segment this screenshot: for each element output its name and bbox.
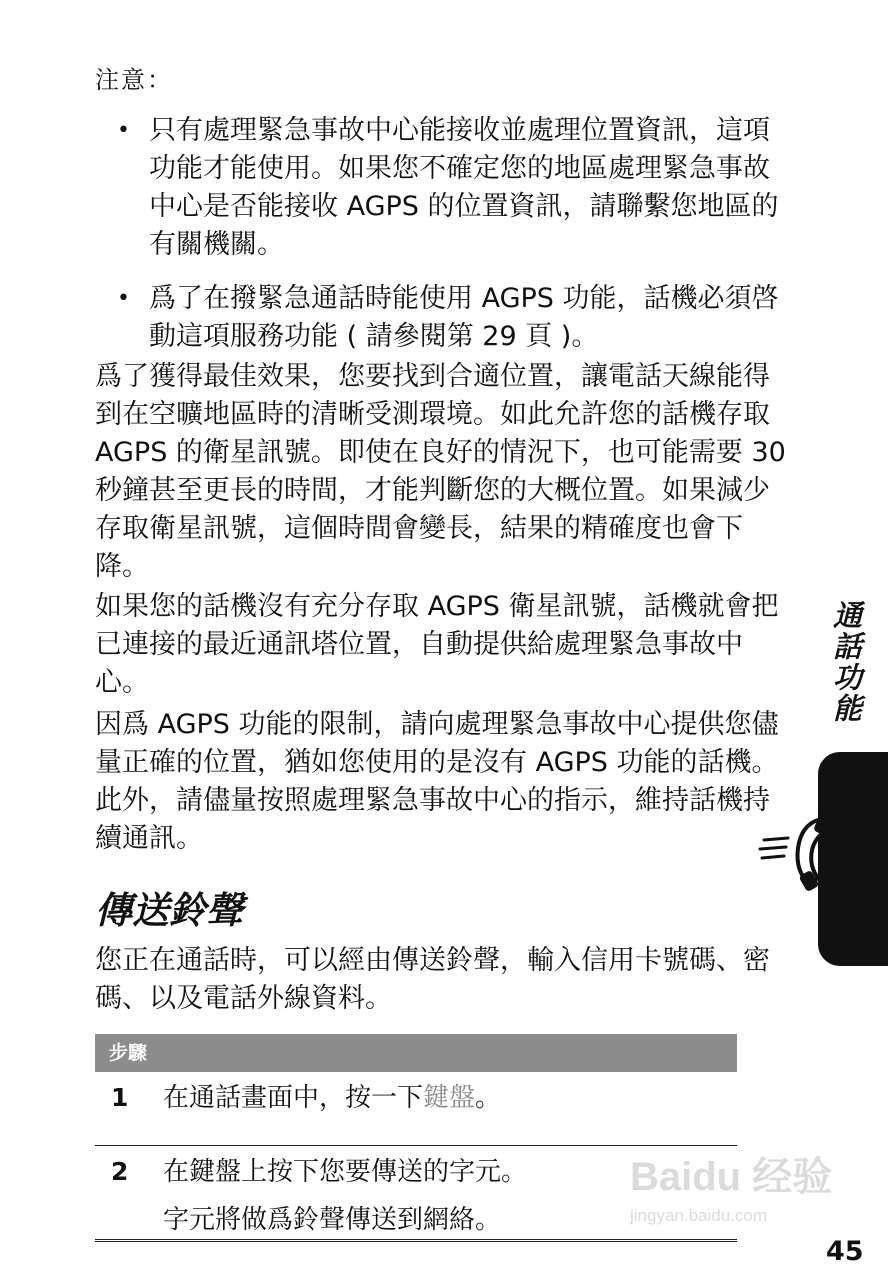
step-instruction: 在鍵盤上按下您要傳送的字元。 (163, 1157, 528, 1187)
bullet-dot: • (117, 118, 130, 143)
keypad-key-label: 鍵盤 (423, 1083, 476, 1113)
paragraph-best-results: 爲了獲得最佳效果，您要找到合適位置，讓電話天線能得到在空曠地區時的清晰受測環境。如此允許您的話機存取 AGPS 的衛星訊號。即使在良好的情況下，也可能需要 30 秒鐘甚至更長的時間，才能判斷您的大概位置。如果減少存取衛星訊號，這個時間會變長，結果的精確度也會下降。 (95, 361, 786, 582)
bullet-text: 爲了在撥緊急通話時能使用 AGPS 功能，話機必須啓動這項服務功能 ( 請參閱第 29 頁 )。 (149, 283, 779, 352)
watermark-logo: Baidu 经验 (630, 1155, 833, 1199)
step-row (95, 1072, 737, 1146)
watermark-url: jingyan.baidu.com (630, 1206, 768, 1225)
step-number: 2 (111, 1157, 129, 1186)
note-bullets (95, 112, 795, 372)
note-title: 注意： (95, 66, 173, 94)
step-number: 1 (111, 1083, 129, 1112)
paragraph-satellite-fallback: 如果您的話機沒有充分存取 AGPS 衛星訊號，話機就會把已連接的最近通訊塔位置，自動提供給處理緊急事故中心。 (95, 591, 779, 698)
bullet-dot: • (117, 286, 130, 311)
step-text-before: 在通話畫面中，按一下 (163, 1083, 424, 1113)
step-text (163, 1079, 501, 1145)
baidu-watermark (630, 1145, 832, 1226)
side-section-label: 通話功能 (829, 600, 863, 724)
step-text (163, 1153, 527, 1239)
section-intro: 您正在通話時，可以經由傳送鈴聲，輸入信用卡號碼、密碼、以及電話外線資料。 (95, 945, 770, 1014)
step-text-after: 。 (475, 1083, 502, 1113)
step-result: 字元將做爲鈴聲傳送到網絡。 (163, 1205, 502, 1235)
note-bullet-1 (95, 112, 795, 264)
page-number: 45 (826, 1236, 864, 1267)
steps-header: 步驟 (95, 1034, 737, 1072)
note-bullet-2 (95, 280, 795, 356)
bullet-text: 只有處理緊急事故中心能接收並處理位置資訊，這項功能才能使用。如果您不確定您的地區處理緊急事故中心是否能接收 AGPS 的位置資訊，請聯繫您地區的有關機關。 (149, 115, 779, 260)
paragraph-agps-limits: 因爲 AGPS 功能的限制，請向處理緊急事故中心提供您儘量正確的位置，猶如您使用的是沒有 AGPS 功能的話機。此外，請儘量按照處理緊急事故中心的指示，維持話機持續通訊。 (95, 709, 779, 854)
section-title: 傳送鈴聲 (95, 889, 243, 932)
phone-ringing-icon (758, 812, 848, 892)
